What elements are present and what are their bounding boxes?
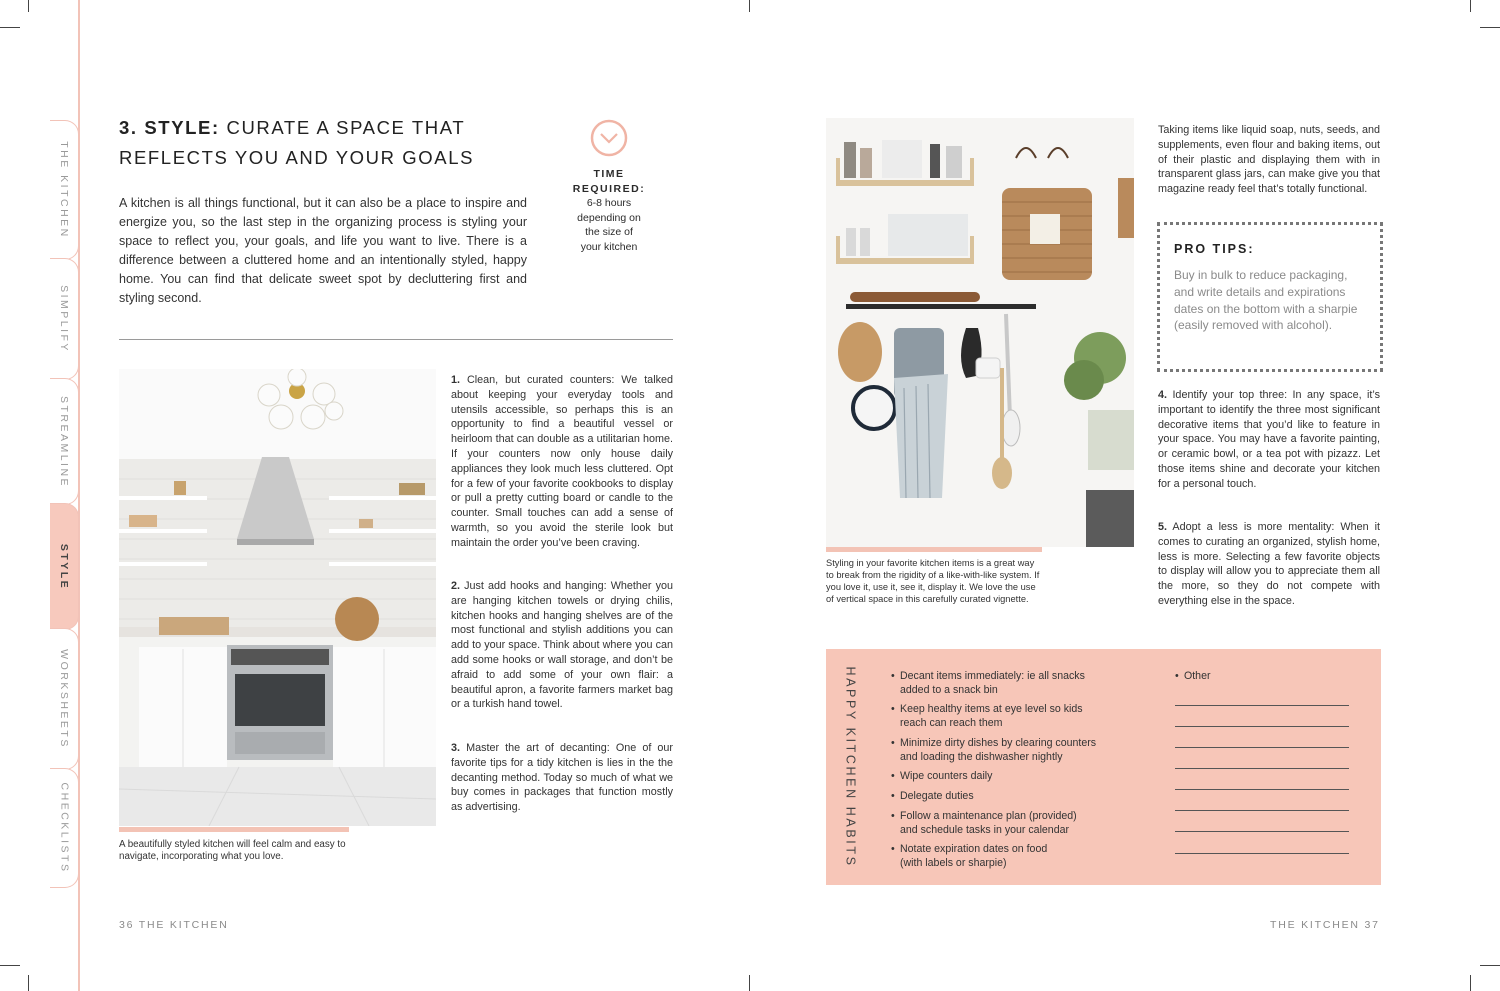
caption-bar (119, 827, 349, 832)
time-value: your kitchen (580, 240, 638, 253)
habit-line: • Keep healthy items at eye level so kids (900, 703, 1083, 715)
tip-text: Master the art of decanting: One of our favorite tips for a tidy kitchen is lies in the the decanting method. Today so much of what we buy comes in packages that function mostly as advertising. (451, 742, 674, 814)
tab-streamline[interactable] (50, 378, 79, 505)
tip-5 (1158, 520, 1380, 609)
section-heading: 3. STYLE: CURATE A SPACE THAT REFLECTS YOU AND YOUR GOALS (119, 117, 475, 168)
tab-label: SIMPLIFY (58, 285, 71, 353)
write-in-line[interactable] (1175, 726, 1349, 727)
crop-mark (1470, 975, 1471, 991)
write-in-line[interactable] (1175, 789, 1349, 790)
habit-line: • Decant items immediately: ie all snacks (900, 670, 1085, 682)
tab-label: STREAMLINE (58, 395, 71, 488)
tip-3 (451, 741, 673, 815)
decant-paragraph: Taking items like liquid soap, nuts, seeds, and supplements, even flour and baking items, out of their plastic and displaying them with in transparent glass jars, can make give you that magazine ready feel that’s totally functional. (1158, 124, 1380, 196)
habit-line: • Notate expiration dates on food (900, 843, 1048, 855)
crop-mark (0, 27, 20, 28)
write-in-line[interactable] (1175, 831, 1349, 832)
time-value: 6-8 hours (586, 197, 632, 209)
tip-2 (451, 579, 673, 712)
crop-mark (1480, 965, 1500, 966)
clock-icon (588, 118, 630, 160)
write-in-line[interactable] (1175, 810, 1349, 811)
write-in-line[interactable] (1175, 705, 1349, 706)
habit-item (900, 790, 974, 804)
tip-number: 3. (451, 742, 461, 754)
photo-caption: Styling in your favorite kitchen items is a great way to break from the rigidity of a like-with-like system. If you love it, use it, see it, display it. We love the use of vertical space in this carefully curated vignette. (826, 558, 1040, 604)
write-in-line[interactable] (1175, 747, 1349, 748)
habit-item (900, 810, 1077, 837)
crop-mark (28, 975, 29, 991)
tip-text: Adopt a less is more mentality: When it comes to curating an organized, stylish home, less is more. Selecting a few favorite objects to display will allow you to appreciate them all the more, so they do not compete with everything else in the space. (1158, 521, 1381, 607)
folio-left: 36 THE KITCHEN (119, 919, 229, 931)
tip-text: Just add hooks and hanging: Whether you are hanging kitchen towels or drying chilis, kitchen hooks and hanging shelves are of the most functional and stylish additions you can add to your space. Think about where you can add some hooks or wall storage, and don’t be afraid to add some of your own flair: a beautiful apron, a favorite farmers market bag or a turkish hand towel. (451, 580, 674, 711)
habit-line: • Minimize dirty dishes by clearing counters (900, 737, 1097, 749)
crop-mark (1470, 0, 1471, 12)
tab-the-kitchen[interactable] (50, 120, 79, 260)
tip-text: Identify your top three: In any space, it’s important to identify the three most significant decorative items that you’d like to feature in your space. You may have a favorite painting, or ceramic bowl, or a tea pot with pizazz. Let those items shine and decorate your kitchen for a personal touch. (1158, 389, 1381, 490)
habit-line: (with labels or sharpie) (900, 856, 1007, 869)
hanging-rail-photo (826, 118, 1134, 547)
tip-number: 5. (1158, 521, 1168, 533)
habits-title-wrap (838, 667, 864, 867)
habit-item (900, 703, 1083, 730)
habit-line: and loading the dishwasher nightly (900, 750, 1063, 763)
section-tabs (50, 100, 80, 891)
caption-bar (826, 547, 1042, 552)
happy-kitchen-habits-box (826, 649, 1381, 885)
tip-text: Clean, but curated counters: We talked about keeping your everyday tools and utensils accessible, so perhaps this is an opportunity to find a beautiful vessel or heirloom that can double as a utilitarian home. If your counters now only house daily appliances they look much less cluttered. Opt for a few of your favorite cookbooks to display or pull a pretty cutting board or candle to the counter. Small touches can add a sense of warmth, so you avoid the sterile look but maintain the order you’ve been craving. (451, 374, 673, 549)
intro-paragraph: A kitchen is all things functional, but it can also be a place to inspire and energize you, so the last step in the organizing process is styling your space to reflect you, your goals, and life you want to live. There is a difference between a cluttered home and an intentionally styled, happy home. You can find that delicate sweet spot by decluttering first and styling second. (119, 196, 527, 305)
habits-title: HAPPY KITCHEN HABITS (844, 666, 859, 868)
habit-item (900, 843, 1047, 870)
habit-line: and schedule tasks in your calendar (900, 823, 1070, 836)
crop-mark (749, 975, 750, 991)
pro-tips-title: PRO TIPS: (1174, 242, 1255, 256)
kitchen-photo (119, 369, 436, 826)
tab-checklists[interactable] (50, 768, 79, 888)
tip-number: 4. (1158, 389, 1168, 401)
crop-mark (749, 0, 750, 12)
tab-style[interactable] (50, 503, 79, 630)
habit-line: reach can reach them (900, 716, 1003, 729)
divider (119, 339, 673, 340)
crop-mark (1480, 27, 1500, 28)
pro-tips-box (1157, 222, 1383, 372)
tab-simplify[interactable] (50, 258, 79, 380)
habit-line: • Wipe counters daily (900, 770, 993, 782)
tip-number: 1. (451, 374, 461, 386)
habit-item (900, 737, 1096, 764)
write-in-line[interactable] (1175, 853, 1349, 854)
habit-item (900, 770, 992, 784)
time-label: REQUIRED: (572, 182, 646, 195)
folio-right: THE KITCHEN 37 (1270, 919, 1380, 931)
photo-caption: A beautifully styled kitchen will feel calm and easy to navigate, incorporating what you love. (119, 839, 346, 862)
habit-item (900, 670, 1085, 697)
habit-line: • Delegate duties (900, 790, 974, 802)
time-value: the size of (585, 226, 633, 238)
crop-mark (28, 0, 29, 12)
time-label: TIME (593, 168, 625, 180)
time-value: depending on (577, 211, 641, 224)
tab-label: WORKSHEETS (58, 649, 70, 749)
tab-worksheets[interactable] (50, 628, 79, 770)
crop-mark (0, 965, 20, 966)
tip-1 (451, 373, 673, 551)
tab-label: STYLE (58, 543, 70, 590)
habit-line: • Follow a maintenance plan (provided) (900, 810, 1077, 822)
write-in-line[interactable] (1175, 768, 1349, 769)
tip-number: 2. (451, 580, 461, 592)
tip-4 (1158, 388, 1380, 492)
time-required (555, 167, 663, 254)
habit-other: • Other (1184, 670, 1211, 684)
habit-line: added to a snack bin (900, 683, 998, 696)
tab-label: THE KITCHEN (58, 141, 71, 239)
pro-tips-text: Buy in bulk to reduce packaging, and write details and expirations dates on the bottom with a sharpie (easily removed with alcohol). (1174, 268, 1358, 333)
tab-label: CHECKLISTS (58, 782, 70, 874)
